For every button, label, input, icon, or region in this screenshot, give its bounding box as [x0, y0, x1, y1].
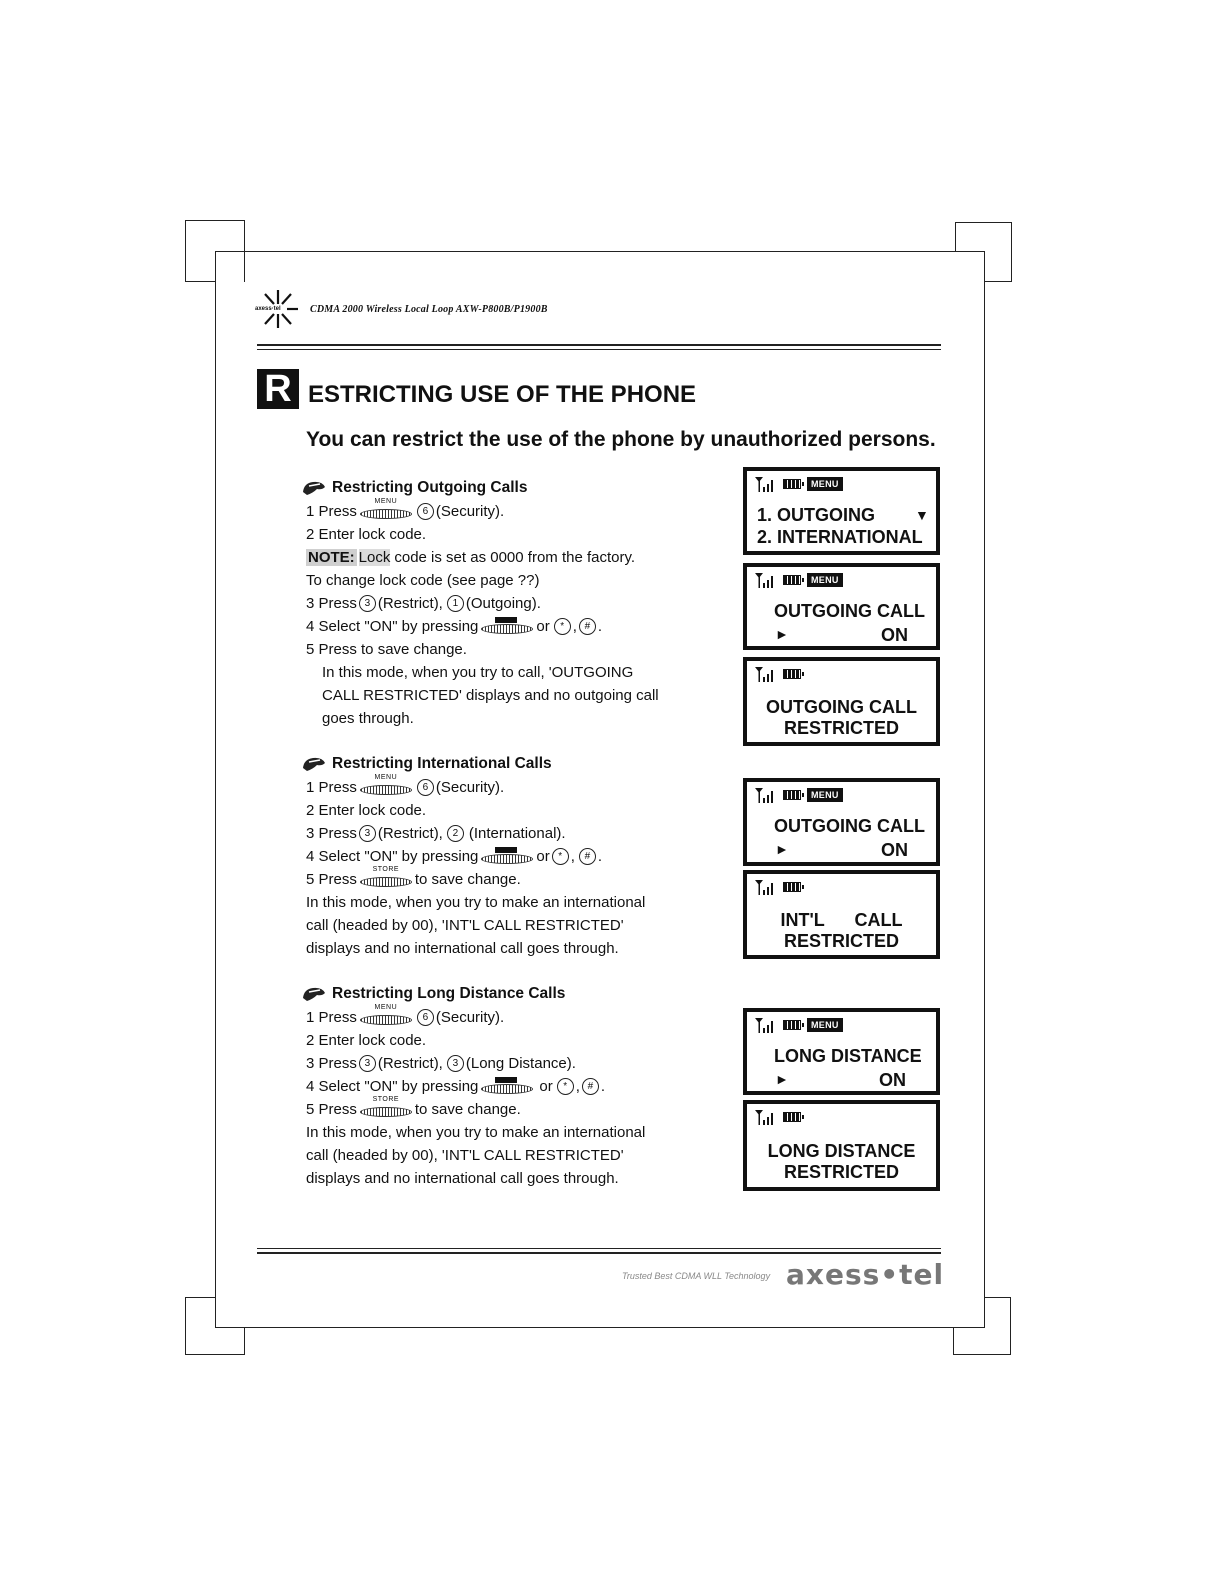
step-text: or	[539, 1078, 553, 1095]
footer-rule-thick	[257, 1252, 941, 1254]
lcd-status-bar	[755, 1017, 843, 1033]
battery-icon	[783, 790, 801, 800]
outgoing-desc-2: CALL RESTRICTED' displays and no outgoing call	[322, 687, 659, 704]
menu-key-icon	[360, 1003, 412, 1025]
international-desc-2: call (headed by 00), 'INT'L CALL RESTRICTED'	[306, 917, 624, 934]
international-step-3	[306, 825, 566, 842]
lcd-status-bar	[755, 666, 801, 682]
outgoing-note-2: To change lock code (see page ??)	[306, 572, 540, 589]
longdistance-step-2: 2 Enter lock code.	[306, 1032, 427, 1049]
header-rule-thin	[257, 349, 941, 350]
step-text: 5 Press	[306, 1101, 357, 1118]
step-text: 1 Press	[306, 503, 357, 520]
footer-brand-logo: axess•tel	[786, 1258, 945, 1291]
selector-arrow-icon: ►	[775, 1071, 789, 1087]
outgoing-step-1	[306, 497, 505, 520]
lcd-status-bar	[755, 1109, 801, 1125]
lcd-line-1: 1. OUTGOING	[757, 505, 876, 525]
keypad-key-icon: 6	[417, 779, 434, 796]
footer-rule	[257, 1248, 941, 1249]
nav-key-icon	[481, 1080, 533, 1094]
phone-hand-icon	[300, 754, 328, 774]
lcd-screen-menu-list	[743, 467, 940, 555]
battery-icon	[783, 479, 801, 489]
step-text: 3 Press	[306, 825, 357, 842]
outgoing-step-2: 2 Enter lock code.	[306, 526, 427, 543]
step-text: (Long Distance).	[465, 1055, 576, 1072]
step-text: (Security).	[435, 503, 505, 520]
outgoing-step-3	[306, 595, 541, 612]
keypad-key-icon: 3	[359, 595, 376, 612]
note-text: code is set as 0000 from the factory.	[394, 549, 636, 566]
lcd-screen-international-restricted	[743, 870, 940, 959]
international-step-2: 2 Enter lock code.	[306, 802, 427, 819]
battery-icon	[783, 1112, 801, 1122]
outgoing-note	[306, 549, 635, 566]
keypad-key-icon: 1	[447, 595, 464, 612]
outgoing-step-5: 5 Press to save change.	[306, 641, 467, 658]
keypad-key-icon: 3	[359, 1055, 376, 1072]
outgoing-desc-1: In this mode, when you try to call, 'OUTGOING	[322, 664, 634, 681]
step-text: to save change.	[414, 871, 521, 888]
international-desc-1: In this mode, when you try to make an international	[306, 894, 646, 911]
store-key-icon	[360, 865, 412, 887]
longdistance-step-3	[306, 1055, 576, 1072]
menu-indicator: MENU	[807, 1018, 843, 1032]
step-text: 4 Select "ON" by pressing	[306, 848, 479, 865]
selector-arrow-icon: ►	[775, 626, 789, 642]
section-heading-text: Restricting International Calls	[332, 755, 552, 772]
step-text: (Security).	[435, 1009, 505, 1026]
step-text: 3 Press	[306, 1055, 357, 1072]
keypad-key-icon: 6	[417, 503, 434, 520]
longdistance-step-5	[306, 1095, 521, 1118]
lcd-screen-outgoing-on	[743, 563, 940, 650]
menu-key-icon	[360, 497, 412, 519]
lcd-line-2: RESTRICTED	[783, 931, 899, 951]
step-text: (Security).	[435, 779, 505, 796]
lcd-line-1: OUTGOING CALL	[766, 697, 917, 717]
battery-icon	[783, 1020, 801, 1030]
signal-icon	[755, 1109, 777, 1125]
step-text: 1 Press	[306, 779, 357, 796]
key-label: STORE	[372, 1095, 400, 1103]
lcd-screen-outgoing-restricted	[743, 657, 940, 746]
menu-indicator: MENU	[807, 573, 843, 587]
longdistance-desc-2: call (headed by 00), 'INT'L CALL RESTRICTED'	[306, 1147, 624, 1164]
menu-indicator: MENU	[807, 788, 843, 802]
star-key-icon: *	[552, 848, 569, 865]
international-desc-3: displays and no international call goes through.	[306, 940, 619, 957]
page-title: ESTRICTING USE OF THE PHONE	[308, 381, 697, 408]
section-heading-international	[300, 754, 552, 774]
step-text: 4 Select "ON" by pressing	[306, 1078, 479, 1095]
key-label: MENU	[374, 497, 398, 505]
lcd-line-1: INT'L CALL	[780, 910, 903, 930]
international-step-1	[306, 773, 505, 796]
note-label: NOTE:	[308, 549, 355, 566]
nav-key-icon	[481, 850, 533, 864]
star-key-icon: *	[557, 1078, 574, 1095]
step-text: 1 Press	[306, 1009, 357, 1026]
lcd-status-bar	[755, 787, 843, 803]
store-key-icon	[360, 1095, 412, 1117]
lcd-status-bar	[755, 476, 843, 492]
menu-key-icon	[360, 773, 412, 795]
lcd-screen-long-distance-on	[743, 1008, 940, 1095]
step-text: (Restrict),	[377, 825, 443, 842]
international-step-5	[306, 865, 521, 888]
section-heading-text: Restricting Long Distance Calls	[332, 985, 566, 1002]
lcd-line-1: OUTGOING CALL	[774, 601, 925, 621]
step-text: .	[600, 1078, 606, 1095]
step-text: to save change.	[414, 1101, 521, 1118]
footer-tagline: Trusted Best CDMA WLL Technology	[622, 1271, 771, 1281]
step-text: or	[536, 848, 550, 865]
section-heading-text: Restricting Outgoing Calls	[332, 479, 528, 496]
lcd-line-1: OUTGOING CALL	[774, 816, 925, 836]
key-label: STORE	[372, 865, 400, 873]
keypad-key-icon: 6	[417, 1009, 434, 1026]
lcd-line-2: RESTRICTED	[783, 1162, 899, 1182]
longdistance-step-1	[306, 1003, 505, 1026]
lcd-status-bar	[755, 572, 843, 588]
lcd-screen-long-distance-restricted	[743, 1100, 940, 1191]
longdistance-step-4: 4 Select "ON" by pressing or * , # .	[306, 1078, 606, 1095]
star-key-icon: *	[554, 618, 571, 635]
menu-indicator: MENU	[807, 477, 843, 491]
signal-icon	[755, 476, 777, 492]
document-title: CDMA 2000 Wireless Local Loop AXW-P800B/P1900B	[310, 304, 548, 315]
page-subtitle: You can restrict the use of the phone by unauthorized persons.	[306, 428, 936, 451]
lcd-status-bar	[755, 879, 801, 895]
section-heading-outgoing	[300, 478, 527, 498]
step-text: or	[536, 618, 550, 635]
step-text: (Restrict),	[377, 595, 443, 612]
note-highlight: Lock	[358, 549, 391, 566]
nav-key-icon	[481, 620, 533, 634]
longdistance-desc-3: displays and no international call goes through.	[306, 1170, 619, 1187]
outgoing-step-4: 4 Select "ON" by pressing or * , # .	[306, 618, 603, 635]
step-text: (Outgoing).	[465, 595, 541, 612]
keypad-key-icon: 3	[359, 825, 376, 842]
key-label: MENU	[374, 1003, 398, 1011]
section-heading-long-distance	[300, 984, 565, 1004]
scroll-down-arrow-icon: ▼	[915, 507, 929, 523]
phone-hand-icon	[300, 478, 328, 498]
battery-icon	[783, 575, 801, 585]
step-text: .	[597, 618, 603, 635]
step-text: (Restrict),	[377, 1055, 443, 1072]
lcd-line-2: ON	[881, 625, 908, 645]
lcd-line-1: LONG DISTANCE	[767, 1141, 916, 1161]
hash-key-icon: #	[582, 1078, 599, 1095]
outgoing-desc-3: goes through.	[322, 710, 414, 727]
signal-icon	[755, 1017, 777, 1033]
lcd-line-2: RESTRICTED	[783, 718, 899, 738]
keypad-key-icon: 2	[447, 825, 464, 842]
signal-icon	[755, 787, 777, 803]
selector-arrow-icon: ►	[775, 841, 789, 857]
step-text: .	[597, 848, 603, 865]
international-step-4: 4 Select "ON" by pressing or * , # .	[306, 848, 603, 865]
header-rule	[257, 344, 941, 346]
lcd-line-2: ON	[881, 840, 908, 860]
hash-key-icon: #	[579, 848, 596, 865]
key-label: MENU	[374, 773, 398, 781]
signal-icon	[755, 666, 777, 682]
title-initial-box: R	[257, 369, 299, 409]
signal-icon	[755, 879, 777, 895]
hash-key-icon: #	[579, 618, 596, 635]
step-text: 4 Select "ON" by pressing	[306, 618, 479, 635]
brand-small-text: axess·tel	[255, 306, 281, 312]
lcd-line-1: LONG DISTANCE	[774, 1046, 922, 1066]
step-text: 3 Press	[306, 595, 357, 612]
keypad-key-icon: 3	[447, 1055, 464, 1072]
signal-icon	[755, 572, 777, 588]
longdistance-desc-1: In this mode, when you try to make an international	[306, 1124, 646, 1141]
lcd-screen-international-on	[743, 778, 940, 866]
step-text: (International).	[468, 825, 566, 842]
step-text: 5 Press	[306, 871, 357, 888]
lcd-line-2: ON	[879, 1070, 906, 1090]
battery-icon	[783, 882, 801, 892]
phone-hand-icon	[300, 984, 328, 1004]
battery-icon	[783, 669, 801, 679]
lcd-line-2: 2. INTERNATIONAL	[757, 527, 923, 547]
